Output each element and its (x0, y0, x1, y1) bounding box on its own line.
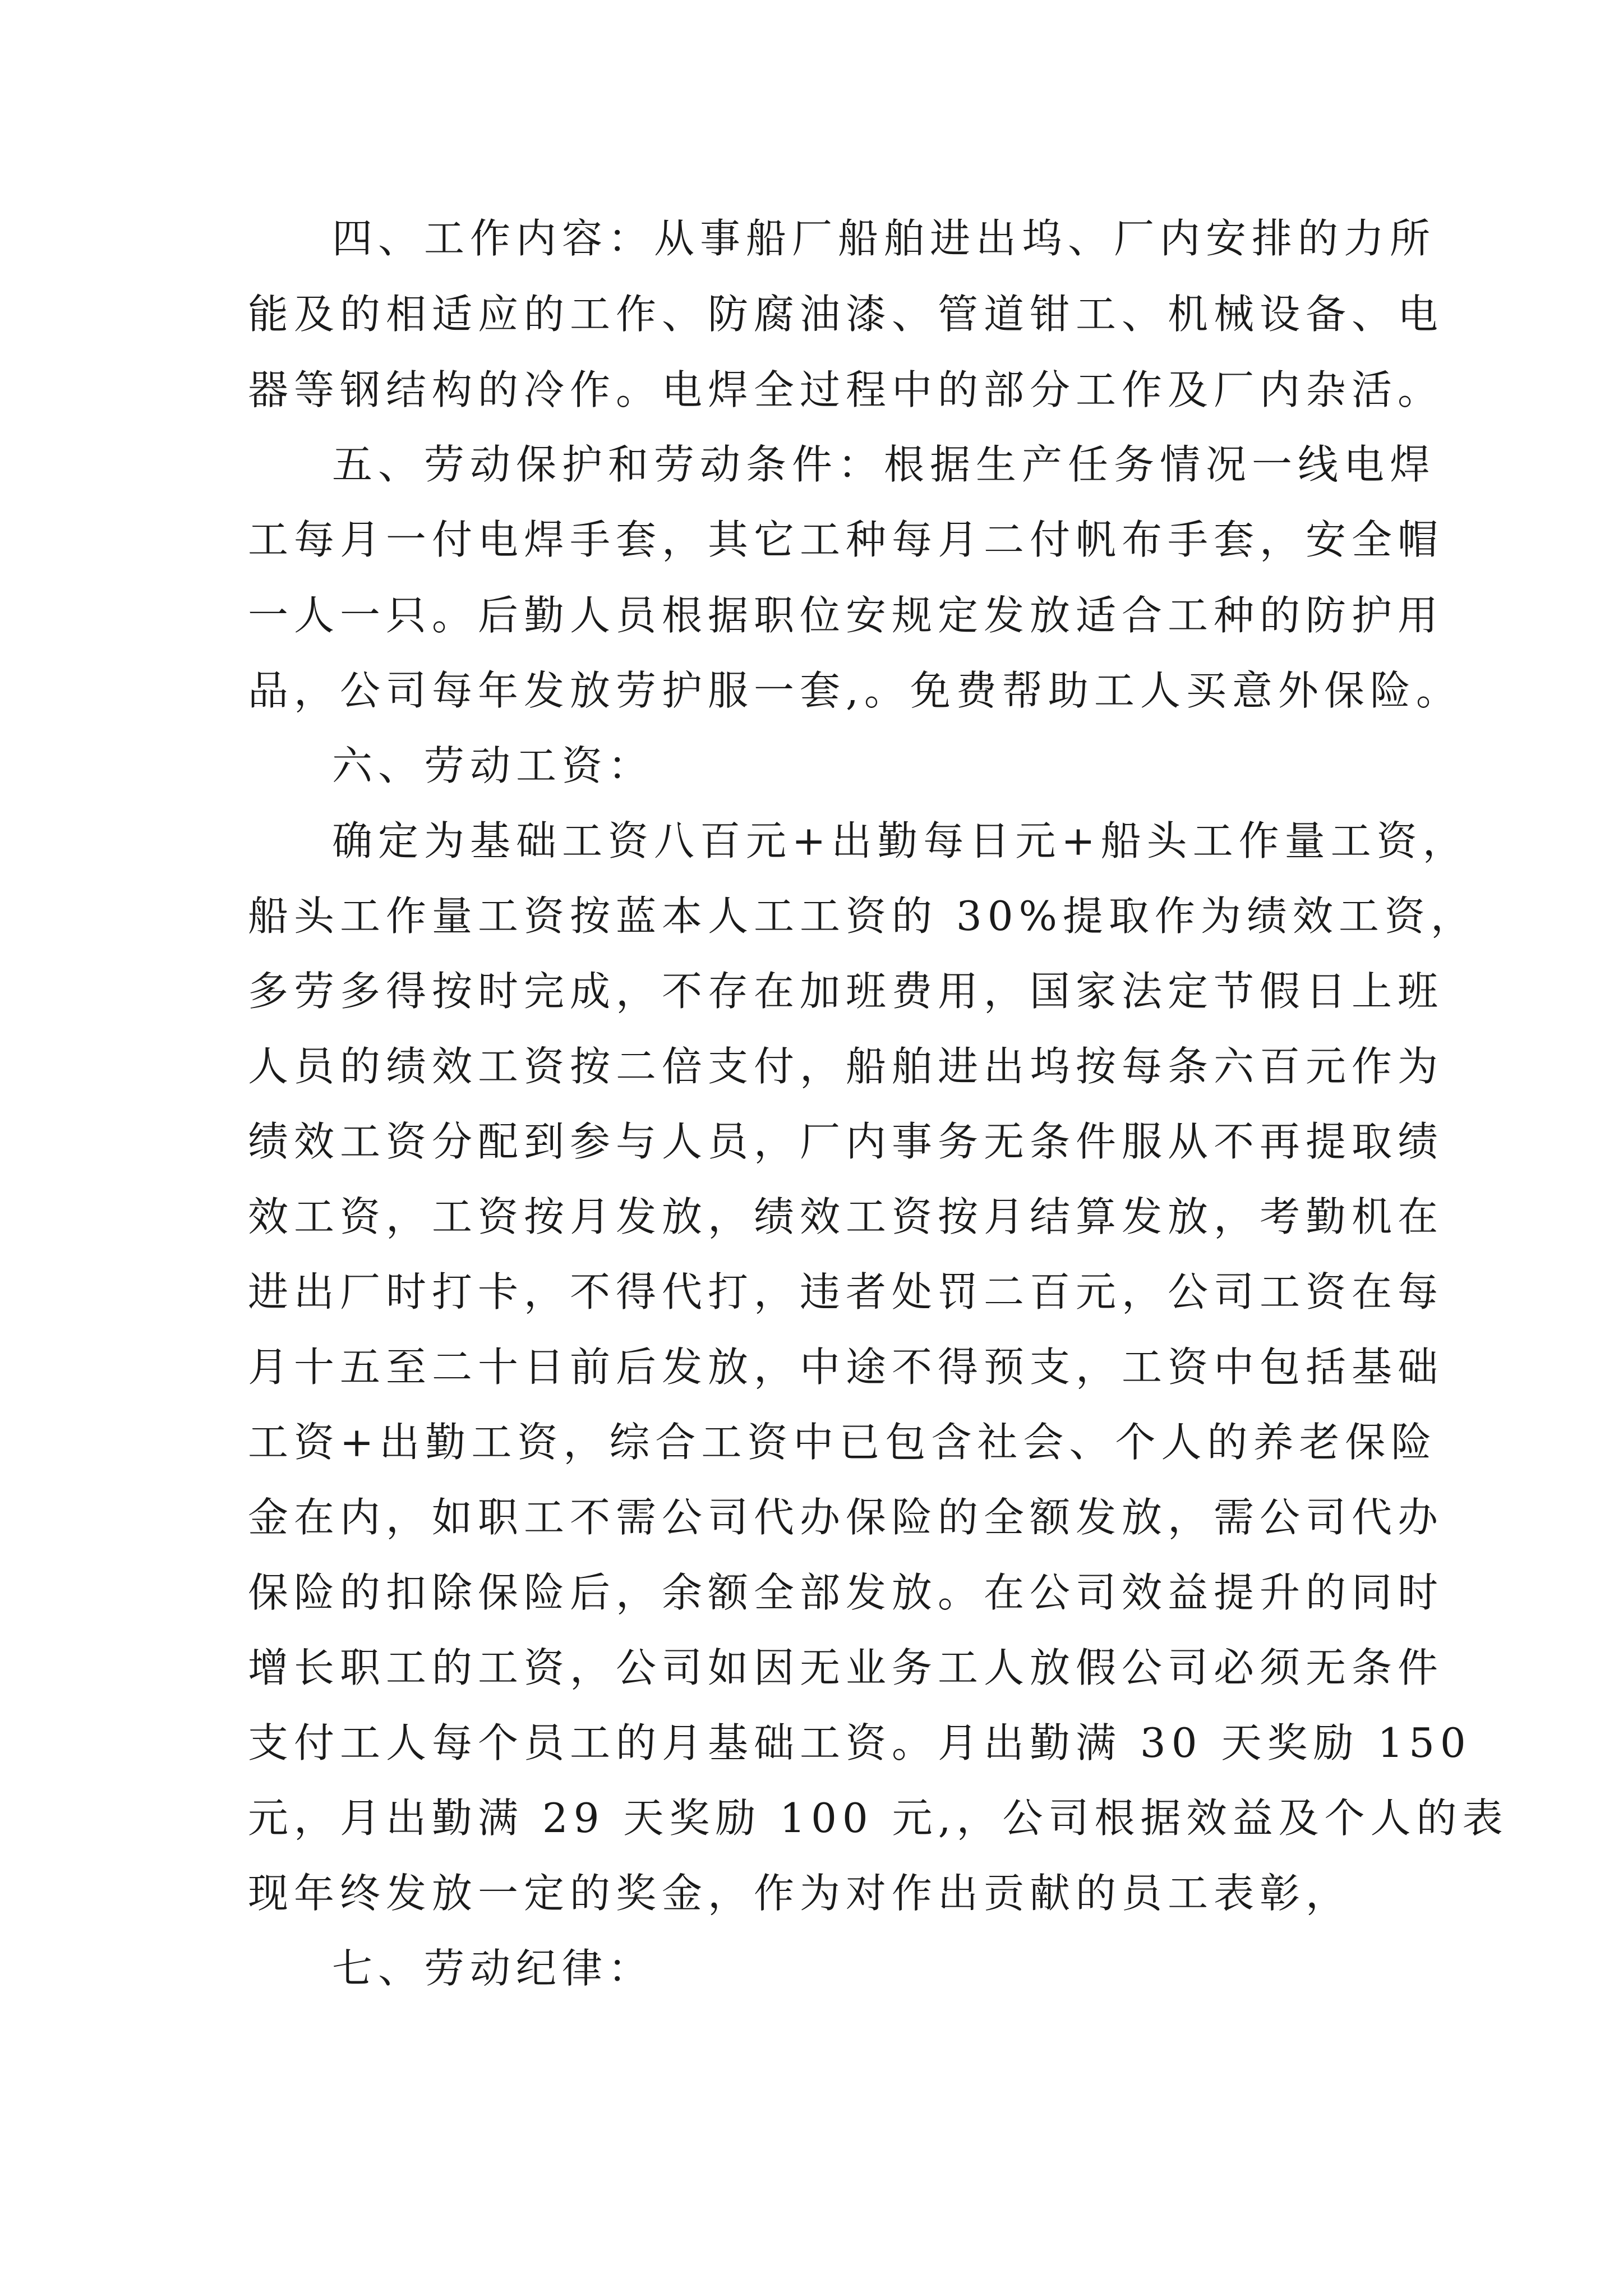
text-line-4: 五、劳动保护和劳动条件：根据生产任务情况一线电焊 (332, 441, 1436, 488)
text-line-23: 现年终发放一定的奖金，作为对作出贡献的员工表彰， (248, 1870, 1352, 1917)
text-line-6: 一人一只。后勤人员根据职位安规定发放适合工种的防护用 (248, 592, 1444, 639)
text-line-13: 绩效工资分配到参与人员，厂内事务无条件服从不再提取绩 (248, 1118, 1444, 1165)
text-line-22: 元，月出勤满 29 天奖励 100 元,，公司根据效益及个人的表 (248, 1795, 1509, 1842)
text-line-17: 工资+出勤工资，综合工资中已包含社会、个人的养老保险 (248, 1419, 1437, 1466)
text-line-1: 四、工作内容：从事船厂船舶进出坞、厂内安排的力所 (332, 215, 1436, 262)
text-line-15: 进出厂时打卡，不得代打，违者处罚二百元，公司工资在每 (248, 1268, 1444, 1315)
text-line-10: 船头工作量工资按蓝本人工工资的 30%提取作为绩效工资， (248, 892, 1477, 940)
text-line-5: 工每月一付电焊手套，其它工种每月二付帆布手套，安全帽 (248, 516, 1444, 563)
text-line-12: 人员的绩效工资按二倍支付，船舶进出坞按每条六百元作为 (248, 1043, 1444, 1090)
text-line-19: 保险的扣除保险后，余额全部发放。在公司效益提升的同时 (248, 1569, 1444, 1616)
text-line-11: 多劳多得按时完成，不存在加班费用，国家法定节假日上班 (248, 968, 1444, 1015)
text-line-2: 能及的相适应的工作、防腐油漆、管道钳工、机械设备、电 (248, 291, 1444, 338)
text-line-21: 支付工人每个员工的月基础工资。月出勤满 30 天奖励 150 (248, 1719, 1472, 1766)
text-line-14: 效工资，工资按月发放，绩效工资按月结算发放，考勤机在 (248, 1193, 1444, 1240)
text-line-20: 增长职工的工资，公司如因无业务工人放假公司必须无条件 (248, 1644, 1444, 1691)
section-heading-discipline: 七、劳动纪律： (332, 1945, 654, 1992)
text-line-3: 器等钢结构的冷作。电焊全过程中的部分工作及厂内杂活。 (248, 366, 1444, 413)
text-line-18: 金在内，如职工不需公司代办保险的全额发放，需公司代办 (248, 1494, 1444, 1541)
text-line-16: 月十五至二十日前后发放，中途不得预支，工资中包括基础 (248, 1343, 1444, 1391)
text-line-7: 品，公司每年发放劳护服一套,。免费帮助工人买意外保险。 (248, 667, 1462, 714)
text-line-9: 确定为基础工资八百元+出勤每日元+船头工作量工资， (332, 817, 1469, 864)
section-heading-wages: 六、劳动工资： (332, 742, 654, 789)
